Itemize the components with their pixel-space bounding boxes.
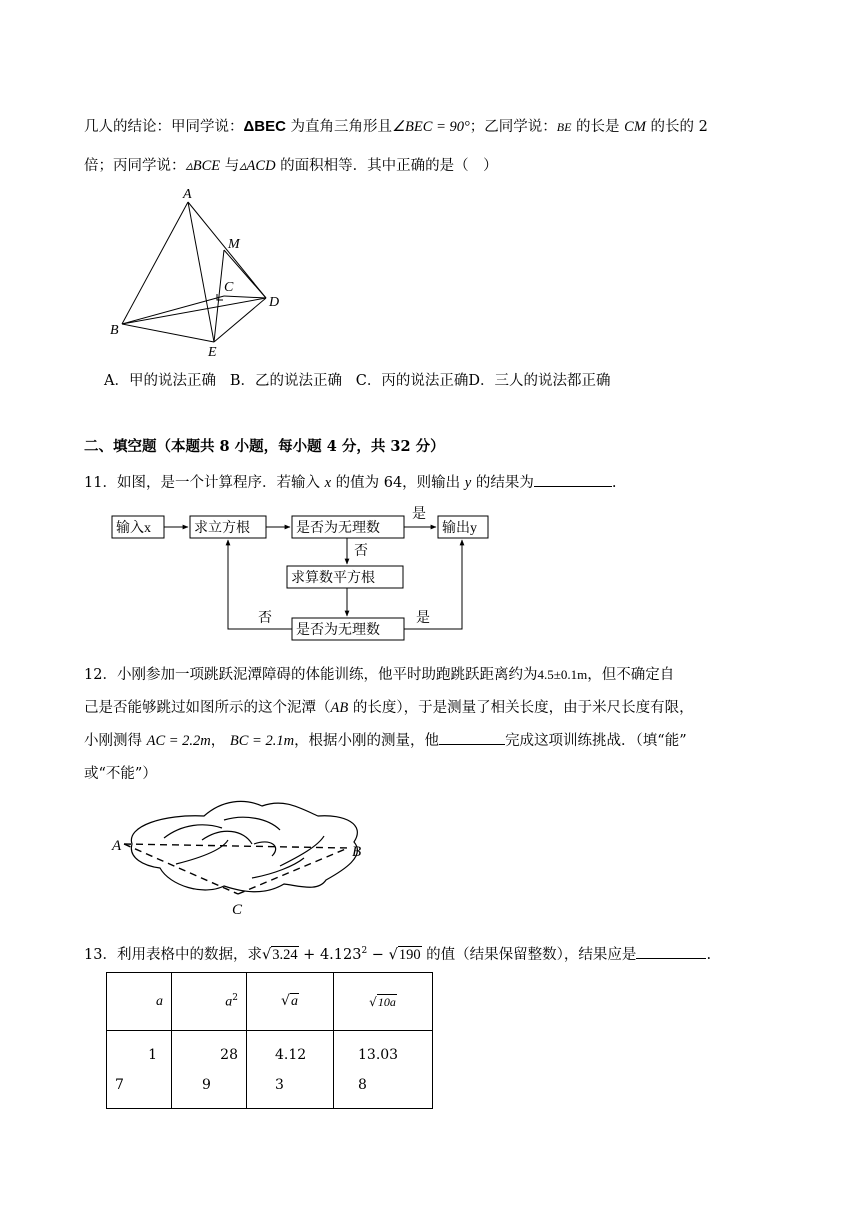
flow-yes-1: 是 bbox=[412, 507, 426, 522]
header-sqrt-10a-text: 10a bbox=[377, 994, 396, 1009]
flow-cube-root: 求立方根 bbox=[194, 521, 250, 536]
length-ac: AC = 2.2m bbox=[146, 733, 211, 749]
option-d[interactable]: D．三人的说法都正确 bbox=[468, 373, 611, 389]
q12-text: 完成这项训练挑战．（填“能” bbox=[505, 733, 687, 749]
answer-blank[interactable] bbox=[636, 944, 706, 959]
q10-line-2 bbox=[84, 155, 498, 177]
triangle-acd: ▵ACD bbox=[239, 158, 276, 174]
cell-line: 1 bbox=[148, 1046, 157, 1063]
q10-text: 的长的 2 bbox=[645, 119, 708, 135]
cell-line: 9 bbox=[202, 1076, 211, 1093]
cell-line: 3 bbox=[275, 1076, 284, 1093]
q12-text: ，但不确定自 bbox=[587, 667, 675, 683]
option-b[interactable]: B．乙的说法正确 bbox=[229, 373, 342, 389]
label-a: A bbox=[183, 187, 192, 202]
length-bc: BC = 2.1m bbox=[229, 733, 295, 749]
cell-line: 13.03 bbox=[358, 1046, 399, 1063]
q13-plus: + 4.123 bbox=[298, 946, 362, 963]
table-row bbox=[107, 1031, 433, 1109]
q13-minus: − bbox=[367, 946, 389, 963]
sqrt-3-24: 3.24 bbox=[272, 946, 298, 963]
flow-is-irrational-1: 是否为无理数 bbox=[296, 521, 380, 536]
header-sqrt-10a: √10a bbox=[334, 973, 433, 1031]
q12-line-3 bbox=[84, 730, 687, 752]
label-m: M bbox=[228, 237, 240, 252]
var-ab: AB bbox=[330, 700, 349, 716]
table-cell bbox=[247, 1031, 334, 1109]
jump-distance: 4.5±0.1m bbox=[537, 667, 588, 682]
table-cell bbox=[334, 1031, 433, 1109]
cell-line: 4.12 bbox=[275, 1046, 307, 1063]
q10-text: 的长是 bbox=[571, 119, 625, 135]
flow-no-1: 否 bbox=[354, 544, 368, 559]
label-b: B bbox=[352, 844, 362, 860]
q10-text: 与 bbox=[220, 158, 240, 174]
answer-blank[interactable] bbox=[534, 472, 612, 487]
q13-text: 13．利用表格中的数据，求$√3.24 + 4.123^2 - √190$ 的值（结果保留整数），结果应是 . bbox=[84, 940, 711, 966]
header-a-squared bbox=[172, 973, 247, 1031]
q12-line-1 bbox=[84, 664, 674, 686]
q12-text: 的长度），于是测量了相关长度，由于米尺长度有限， bbox=[348, 700, 694, 716]
q13-text-b: 的值（结果保留整数），结果应是 bbox=[421, 946, 637, 963]
var-cm: CM bbox=[624, 119, 646, 135]
label-c: C bbox=[224, 280, 234, 295]
label-d: D bbox=[269, 295, 280, 310]
q12-line-2 bbox=[84, 697, 694, 719]
flow-output: 输出y bbox=[442, 521, 477, 536]
header-a2-text: a bbox=[225, 994, 233, 1010]
label-c: C bbox=[232, 902, 243, 918]
q12-mud-pit-figure bbox=[104, 796, 384, 920]
sqrt-190: 190 bbox=[398, 946, 421, 963]
q12-text: 12．小刚参加一项跳跃泥潭障碍的体能训练，他平时助跑跳跃距离约为 bbox=[84, 667, 538, 683]
cell-line: 8 bbox=[358, 1076, 367, 1093]
q10-text: 为直角三角形且 bbox=[285, 119, 393, 135]
table-cell bbox=[107, 1031, 172, 1109]
header-a-text: a bbox=[156, 994, 163, 1009]
section-heading: 二、填空题（本题共 8 小题，每小题 4 分，共 32 分） bbox=[84, 438, 445, 455]
q10-text: 几人的结论：甲同学说： bbox=[84, 119, 244, 135]
q11-flowchart bbox=[100, 502, 500, 644]
q11-period: . bbox=[611, 475, 617, 491]
table-header-row bbox=[107, 973, 433, 1031]
q10-text: ；乙同学说： bbox=[469, 119, 557, 135]
q10-pyramid-figure bbox=[100, 184, 300, 360]
triangle-bce: ▵BCE bbox=[185, 158, 221, 174]
flow-no-2: 否 bbox=[258, 611, 272, 626]
q12-text: 小刚测得 bbox=[84, 733, 147, 749]
q11-text-b: 的值为 64，则输出 bbox=[331, 475, 465, 491]
q11-text bbox=[84, 472, 616, 494]
var-y: y bbox=[464, 475, 472, 491]
var-x: x bbox=[324, 475, 331, 491]
option-c[interactable]: C．丙的说法正确 bbox=[355, 373, 469, 389]
q12-text: ， bbox=[210, 733, 230, 749]
q12-text: ，根据小刚的测量，他 bbox=[294, 733, 440, 749]
table-cell bbox=[172, 1031, 247, 1109]
header-sqrt-a-text: a bbox=[290, 994, 298, 1009]
flow-input: 输入x bbox=[116, 521, 151, 536]
q11-text-c: 的结果为 bbox=[471, 475, 534, 491]
answer-blank[interactable] bbox=[439, 730, 505, 745]
q13-square: 2 bbox=[361, 946, 368, 956]
var-be: BE bbox=[556, 120, 572, 134]
cell-line: 7 bbox=[115, 1076, 124, 1093]
label-e: E bbox=[208, 345, 217, 360]
cell-line: 28 bbox=[220, 1046, 238, 1063]
header-a bbox=[107, 973, 172, 1031]
q13-data-table bbox=[106, 972, 433, 1109]
q10-text: 的面积相等．其中正确的是（ ） bbox=[275, 158, 498, 174]
label-b: B bbox=[110, 323, 119, 338]
q12-text: 己是否能够跳过如图所示的这个泥潭（ bbox=[84, 700, 331, 716]
q13-period: . bbox=[706, 946, 712, 963]
header-sqrt-a: √a bbox=[247, 973, 334, 1031]
q12-line-4: 或“不能”） bbox=[84, 766, 157, 782]
flow-yes-2: 是 bbox=[416, 611, 430, 626]
option-a[interactable]: A．甲的说法正确 bbox=[104, 373, 216, 389]
q10-text: 倍；丙同学说： bbox=[84, 158, 186, 174]
triangle-bec: ΔBEC bbox=[243, 118, 286, 135]
q10-options bbox=[104, 370, 611, 392]
q13-text-a: 13．利用表格中的数据，求 bbox=[84, 946, 262, 963]
angle-bec: ∠BEC = 90° bbox=[392, 119, 470, 135]
flow-square-root: 求算数平方根 bbox=[291, 571, 375, 586]
q10-line-1 bbox=[84, 116, 708, 138]
q11-text-a: 11．如图，是一个计算程序．若输入 bbox=[84, 475, 325, 491]
label-a: A bbox=[112, 838, 122, 854]
flow-is-irrational-2: 是否为无理数 bbox=[296, 623, 380, 638]
header-a2-sup: 2 bbox=[232, 992, 238, 1003]
